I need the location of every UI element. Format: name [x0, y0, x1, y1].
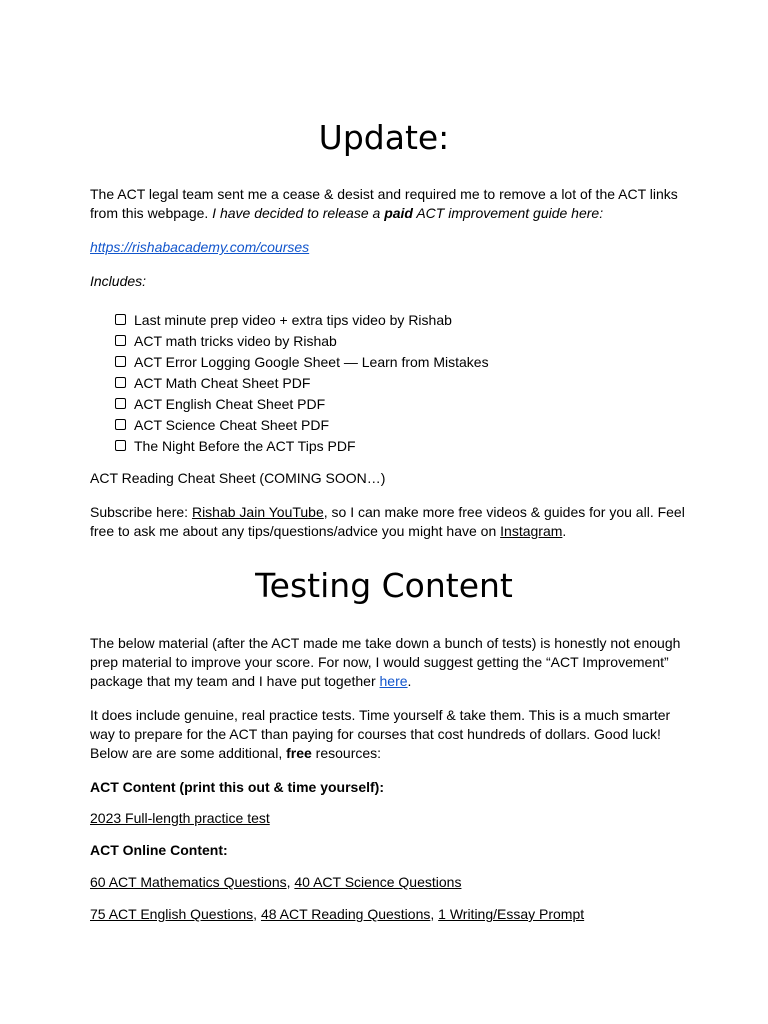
- practice-test-line: [90, 809, 690, 828]
- checklist-item-label: ACT Science Cheat Sheet PDF: [134, 416, 330, 433]
- improvement-package-link[interactable]: here: [379, 673, 408, 689]
- checkbox[interactable]: [115, 356, 126, 367]
- checklist-item-label: The Night Before the ACT Tips PDF: [134, 437, 356, 454]
- testing-intro-text: The below material (after the ACT made me take down a bunch of tests) is honestly not enough prep material to improve your score. For now, I would suggest getting the “ACT Improvement” package that my team and I have put together: [90, 635, 681, 689]
- testing-content-heading: Testing Content: [255, 566, 513, 605]
- intro-italic-text: I have decided to release a: [212, 205, 385, 221]
- update-heading: Update:: [318, 118, 450, 157]
- act-content-heading-text: ACT Content (print this out & time yourself):: [90, 779, 384, 795]
- checklist-item-label: ACT English Cheat Sheet PDF: [134, 395, 326, 412]
- checklist-item-label: ACT Error Logging Google Sheet — Learn from Mistakes: [134, 353, 489, 370]
- act-content-heading: [90, 778, 690, 797]
- subscribe-suffix: .: [562, 523, 567, 539]
- checklist-item-label: ACT Math Cheat Sheet PDF: [134, 374, 311, 391]
- free-bold-text: free: [286, 745, 312, 761]
- checkbox[interactable]: [115, 335, 126, 346]
- checklist-item: [115, 351, 489, 372]
- checkbox[interactable]: [115, 314, 126, 325]
- intro-italic-text-end: ACT improvement guide here:: [412, 205, 604, 221]
- intro-text: The ACT legal team sent me a cease & desist and required me to remove a lot of the ACT links from this webpage.: [90, 186, 678, 221]
- essay-prompt-link[interactable]: 1 Writing/Essay Prompt: [438, 906, 585, 922]
- reading-cheat-sheet-note: ACT Reading Cheat Sheet (COMING SOON…): [90, 470, 386, 486]
- link-separator: ,: [430, 906, 439, 922]
- courses-link[interactable]: https://rishabacademy.com/courses: [90, 239, 310, 255]
- math-questions-link[interactable]: 60 ACT Mathematics Questions: [90, 874, 287, 890]
- online-links-row-1: [90, 873, 690, 892]
- link-separator: ,: [253, 906, 261, 922]
- act-online-content-heading-text: ACT Online Content:: [90, 842, 228, 858]
- includes-label: Includes:: [90, 273, 147, 289]
- youtube-link[interactable]: Rishab Jain YouTube: [191, 504, 324, 520]
- link-separator: ,: [286, 874, 295, 890]
- checklist-item: [115, 309, 489, 330]
- full-length-practice-test-link[interactable]: 2023 Full-length practice test: [90, 810, 270, 826]
- science-questions-link[interactable]: 40 ACT Science Questions: [294, 874, 462, 890]
- checklist-item-label: Last minute prep video + extra tips video by Rishab: [134, 311, 452, 328]
- subscribe-paragraph: [90, 503, 690, 541]
- intro-paragraph: [90, 185, 690, 223]
- testing-intro-paragraph: [90, 634, 690, 691]
- english-questions-link[interactable]: 75 ACT English Questions: [90, 906, 254, 922]
- checklist-item: [115, 330, 489, 351]
- checklist-item: [115, 393, 489, 414]
- checkbox[interactable]: [115, 377, 126, 388]
- checklist-item: [115, 435, 489, 456]
- practice-tests-end: resources:: [311, 745, 382, 761]
- testing-intro-end: .: [407, 673, 412, 689]
- checklist-item-label: ACT math tricks video by Rishab: [134, 332, 337, 349]
- reading-questions-link[interactable]: 48 ACT Reading Questions: [260, 906, 431, 922]
- checkbox[interactable]: [115, 398, 126, 409]
- practice-tests-paragraph: [90, 706, 690, 763]
- checklist-item: [115, 372, 489, 393]
- checkbox[interactable]: [115, 419, 126, 430]
- courses-link-line: [90, 238, 690, 257]
- act-online-content-heading: [90, 841, 690, 860]
- subscribe-prefix: Subscribe here:: [90, 504, 192, 520]
- includes-checklist: [115, 309, 489, 456]
- checklist-item: [115, 414, 489, 435]
- subscribe-middle: , so I can make more free videos & guides for you all. Feel free to ask me about any tips/questions/advice you might have on: [90, 504, 685, 539]
- instagram-link[interactable]: Instagram: [500, 523, 563, 539]
- online-links-row-2: [90, 905, 690, 924]
- practice-tests-text: It does include genuine, real practice tests. Time yourself & take them. This is a much smarter way to prepare for the ACT than paying for courses that cost hundreds of dollars. Good luck! Below are are some additional,: [90, 707, 671, 761]
- checkbox[interactable]: [115, 440, 126, 451]
- intro-bold-text: paid: [384, 205, 413, 221]
